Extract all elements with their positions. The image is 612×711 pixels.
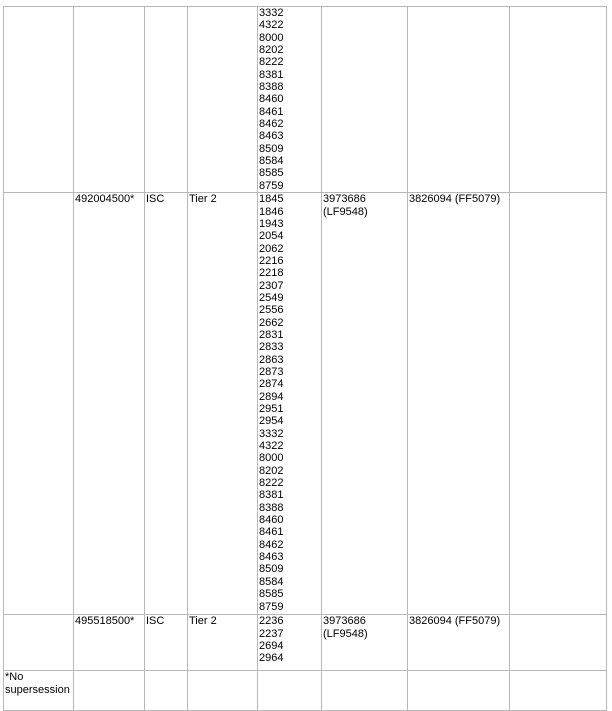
part-number-cell: 495518500* xyxy=(74,615,145,671)
filter-b-cell: 3826094 (FF5079) xyxy=(408,615,510,671)
code-value: 2694 xyxy=(259,639,284,652)
code-value: 8462 xyxy=(259,538,284,551)
code-value: 8463 xyxy=(259,551,284,564)
code-value: 2237 xyxy=(259,627,284,640)
code-value: 8388 xyxy=(259,501,284,514)
code-value: 8584 xyxy=(259,575,284,588)
table-row xyxy=(4,7,607,193)
code-value: 2062 xyxy=(259,242,284,255)
code-value: 2549 xyxy=(259,291,284,304)
code-value: 2894 xyxy=(259,390,284,403)
code-value: 2831 xyxy=(259,328,284,341)
code-value: 2054 xyxy=(259,230,284,243)
tier-cell: Tier 2 xyxy=(188,615,258,671)
code-value: 8461 xyxy=(259,105,284,118)
code-value: 8462 xyxy=(259,118,284,131)
code-value: 8759 xyxy=(259,600,284,613)
tier-cell: Tier 2 xyxy=(188,193,258,615)
code-value: 8461 xyxy=(259,526,284,539)
code-value: 2216 xyxy=(259,254,284,267)
code-value: 1845 xyxy=(259,193,284,206)
code-value: 8222 xyxy=(259,56,284,69)
extra-cell xyxy=(510,193,607,615)
parts-table xyxy=(3,6,607,711)
engine-cell: ISC xyxy=(145,193,188,615)
code-value: 2874 xyxy=(259,378,284,391)
code-value: 8584 xyxy=(259,155,284,168)
extra-cell xyxy=(510,7,607,193)
code-value: 1846 xyxy=(259,205,284,218)
table-row xyxy=(4,615,607,671)
code-value: 8000 xyxy=(259,452,284,465)
code-value: 8585 xyxy=(259,167,284,180)
filter-a-cell: 3973686 (LF9548) xyxy=(322,615,408,671)
code-value: 2833 xyxy=(259,341,284,354)
code-value: 8388 xyxy=(259,81,284,94)
code-value: 2964 xyxy=(259,652,284,665)
code-value: 2218 xyxy=(259,267,284,280)
code-value: 8509 xyxy=(259,142,284,155)
code-value: 8381 xyxy=(259,489,284,502)
code-value: 2951 xyxy=(259,403,284,415)
code-value: 3332 xyxy=(259,7,284,19)
code-value: 8222 xyxy=(259,477,284,490)
notes-cell xyxy=(4,7,74,193)
code-value: 8381 xyxy=(259,68,284,81)
engine-cell: ISC xyxy=(145,615,188,671)
tier-cell xyxy=(188,7,258,193)
code-value: 8000 xyxy=(259,31,284,44)
code-value: 8460 xyxy=(259,514,284,527)
code-value: 4322 xyxy=(259,440,284,453)
notes-cell xyxy=(4,615,74,671)
code-value: 2873 xyxy=(259,365,284,378)
code-value: 8202 xyxy=(259,464,284,477)
part-number-cell: 492004500* xyxy=(74,193,145,615)
filter-a-cell xyxy=(322,7,408,193)
code-value: 1943 xyxy=(259,217,284,230)
notes-cell xyxy=(4,193,74,615)
engine-cell xyxy=(145,7,188,193)
code-value: 2954 xyxy=(259,415,284,428)
part-number-cell xyxy=(74,7,145,193)
code-value: 8460 xyxy=(259,93,284,106)
filter-b-cell xyxy=(408,7,510,193)
code-value: 8463 xyxy=(259,130,284,143)
code-value: 2236 xyxy=(259,615,284,628)
code-value: 8585 xyxy=(259,588,284,601)
table-row xyxy=(4,193,607,615)
code-value: 3332 xyxy=(259,427,284,440)
code-value: 2863 xyxy=(259,353,284,366)
code-value: 2556 xyxy=(259,304,284,317)
codes-cell xyxy=(258,193,322,615)
filter-b-cell: 3826094 (FF5079) xyxy=(408,193,510,615)
code-value: 2307 xyxy=(259,279,284,292)
notes-cell: *No supersession xyxy=(4,671,74,711)
code-value: 4322 xyxy=(259,19,284,32)
code-value: 8759 xyxy=(259,179,284,192)
code-value: 2662 xyxy=(259,316,284,329)
codes-cell xyxy=(258,7,322,193)
code-value: 8509 xyxy=(259,563,284,576)
extra-cell xyxy=(510,615,607,671)
filter-a-cell: 3973686 (LF9548) xyxy=(322,193,408,615)
codes-cell xyxy=(258,615,322,671)
code-value: 8202 xyxy=(259,44,284,57)
